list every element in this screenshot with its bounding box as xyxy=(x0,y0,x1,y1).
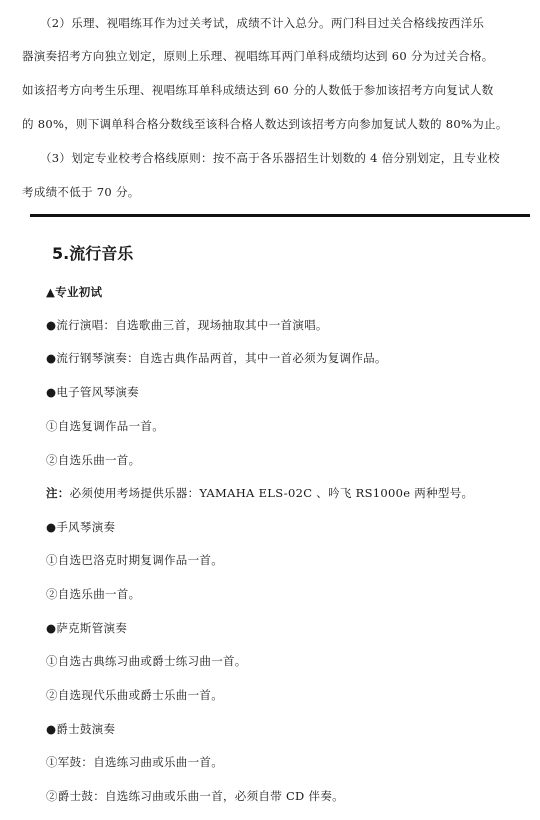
list-item: ①自选复调作品一首。 xyxy=(46,419,164,433)
intro-line-1: （2）乐理、视唱练耳作为过关考试，成绩不计入总分。两门科目过关合格线按西洋乐 xyxy=(40,16,485,30)
list-item: ●萨克斯管演奏 xyxy=(46,621,128,635)
list-item: ●电子管风琴演奏 xyxy=(46,385,139,399)
list-item: ②自选乐曲一首。 xyxy=(46,453,141,467)
list-item: ①军鼓：自选练习曲或乐曲一首。 xyxy=(46,755,223,769)
intro-line-3: 如该招考方向考生乐理、视唱练耳单科成绩达到 60 分的人数低于参加该招考方向复试人数 xyxy=(22,83,494,97)
section-divider xyxy=(30,214,530,217)
intro-line-6: 考成绩不低于 70 分。 xyxy=(22,185,140,199)
list-item: ②自选乐曲一首。 xyxy=(46,587,141,601)
list-item: ●手风琴演奏 xyxy=(46,520,116,534)
list-item: ②自选现代乐曲或爵士乐曲一首。 xyxy=(46,688,223,702)
list-item: ●爵士鼓演奏 xyxy=(46,722,116,736)
note-label: 注： xyxy=(46,486,70,500)
note xyxy=(46,485,473,501)
intro-line-2: 器演奏招考方向独立划定，原则上乐理、视唱练耳两门单科成绩均达到 60 分为过关合格。 xyxy=(22,49,494,63)
list-item: ●流行演唱：自选歌曲三首，现场抽取其中一首演唱。 xyxy=(46,318,328,332)
list-item: ●流行钢琴演奏：自选古典作品两首，其中一首必须为复调作品。 xyxy=(46,351,387,365)
list-item: ②爵士鼓：自选练习曲或乐曲一首，必须自带 CD 伴奏。 xyxy=(46,789,344,803)
section-subheading: ▲专业初试 xyxy=(46,285,103,299)
intro-line-5: （3）划定专业校考合格线原则：按不高于各乐器招生计划数的 4 倍分别划定，且专业校 xyxy=(40,151,500,165)
list-item: ①自选古典练习曲或爵士练习曲一首。 xyxy=(46,654,247,668)
list-item: ①自选巴洛克时期复调作品一首。 xyxy=(46,553,223,567)
section-title: 5.流行音乐 xyxy=(52,244,134,263)
note-text: 必须使用考场提供乐器：YAMAHA ELS-02C 、吟飞 RS1000e 两种型号。 xyxy=(69,486,474,500)
intro-line-4: 的 80%，则下调单科合格分数线至该科合格人数达到该招考方向参加复试人数的 80%为止。 xyxy=(22,117,508,131)
